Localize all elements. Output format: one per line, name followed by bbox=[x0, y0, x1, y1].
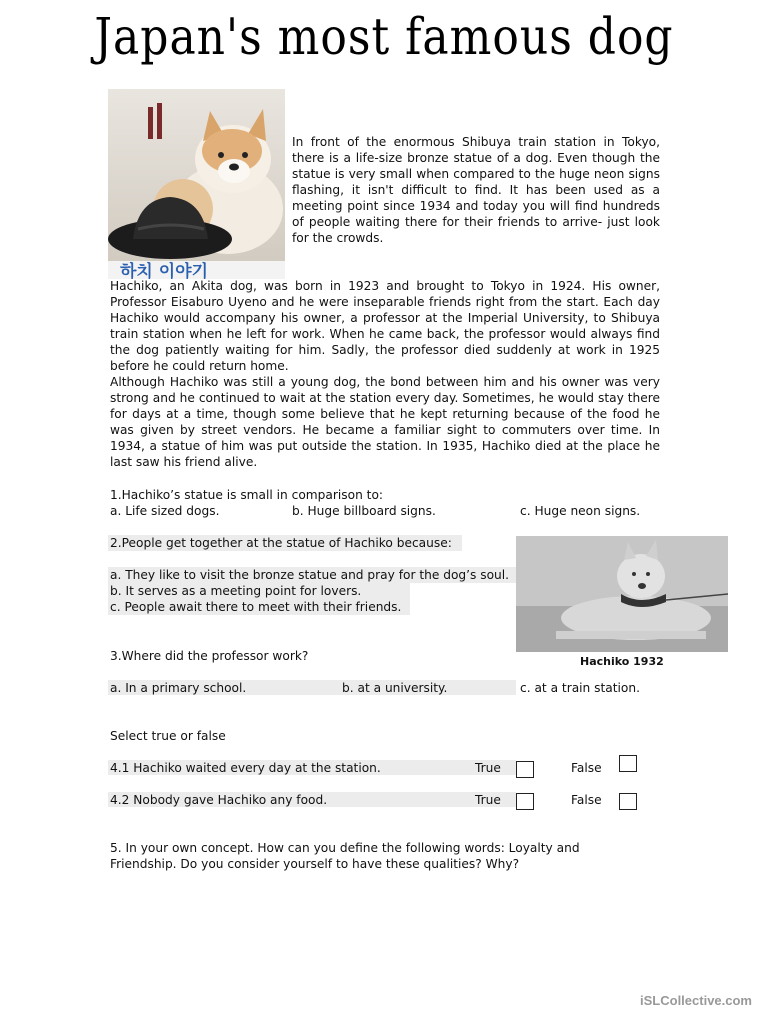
q2-option-c[interactable]: c. People await there to meet with their friends. bbox=[108, 599, 410, 615]
q4-instruction: Select true or false bbox=[110, 729, 226, 743]
q4-2-false-label: False bbox=[571, 793, 602, 807]
q2-option-a[interactable]: a. They like to visit the bronze statue and pray for the dog’s soul. bbox=[108, 567, 520, 583]
q4-2-true-label: True bbox=[475, 793, 501, 807]
q4-1-true-checkbox[interactable] bbox=[516, 761, 534, 778]
q4-1-statement: 4.1 Hachiko waited every day at the station. bbox=[110, 761, 381, 775]
q1-option-a[interactable]: a. Life sized dogs. bbox=[110, 504, 220, 518]
q4-1-true-label: True bbox=[475, 761, 501, 775]
intro-paragraph: In front of the enormous Shibuya train station in Tokyo, there is a life-size bronze statue of a dog. Even though the statue is very small when compared to the huge neon signs flashing, it isn't difficult to find. It has been used as a meeting point since 1934 and today you will find hundreds of people waiting there for their friends to arrive- just look for the crowds. bbox=[292, 135, 660, 245]
page-title: Japan's most famous dog bbox=[94, 8, 674, 67]
photo-caption: Hachiko 1932 bbox=[580, 655, 664, 668]
q4-2-false-checkbox[interactable] bbox=[619, 793, 637, 810]
story-paragraph-2: Although Hachiko was still a young dog, the bond between him and his owner was very strong and he continued to wait at the station every day. Sometimes, he would stay there for days at a time, though some believe that he kept returning because of the food he was given by street vendors. He became a familiar sight to commuters over time. In 1934, a statue of him was put outside the station. In 1935, Hachiko died at the place he last saw his friend alive. bbox=[110, 375, 660, 469]
q4-2-true-checkbox[interactable] bbox=[516, 793, 534, 810]
poster-illustration bbox=[108, 89, 285, 279]
q3-option-a[interactable]: a. In a primary school. bbox=[110, 681, 247, 695]
hachi-poster-image bbox=[108, 89, 285, 279]
q4-2-statement: 4.2 Nobody gave Hachiko any food. bbox=[110, 793, 328, 807]
hachiko-photo bbox=[516, 536, 728, 652]
q3-option-b[interactable]: b. at a university. bbox=[342, 681, 448, 695]
story-paragraph-1: Hachiko, an Akita dog, was born in 1923 and brought to Tokyo in 1924. His owner, Professor Eisaburo Uyeno and he were inseparable friends right from the start. Each day Hachiko would accompany his owner, a professor at the Imperial University, to Shibuya train station when he left for work. When he came back, the professor would always find the dog patiently waiting for him. Sadly, the professor died suddenly at work in 1925 before he could return home. bbox=[110, 279, 660, 373]
q4-1-false-checkbox[interactable] bbox=[619, 755, 637, 772]
hachiko-photo-illustration bbox=[516, 536, 728, 652]
q3-option-c[interactable]: c. at a train station. bbox=[520, 681, 640, 695]
q3-question: 3.Where did the professor work? bbox=[110, 649, 309, 663]
q5-question: 5. In your own concept. How can you define the following words: Loyalty and Friendship. Do you consider yourself to have these qualities? Why? bbox=[110, 841, 580, 871]
footer-watermark: iSLCollective.com bbox=[640, 993, 752, 1008]
q2-option-b[interactable]: b. It serves as a meeting point for lovers. bbox=[108, 583, 410, 599]
q2-question: 2.People get together at the statue of Hachiko because: bbox=[108, 535, 462, 551]
poster-caption: 하치 이야기 bbox=[120, 262, 209, 279]
q4-1-false-label: False bbox=[571, 761, 602, 775]
q1-option-b[interactable]: b. Huge billboard signs. bbox=[292, 504, 436, 518]
q1-question: 1.Hachiko’s statue is small in comparison to: bbox=[110, 488, 384, 502]
q1-option-c[interactable]: c. Huge neon signs. bbox=[520, 504, 641, 518]
